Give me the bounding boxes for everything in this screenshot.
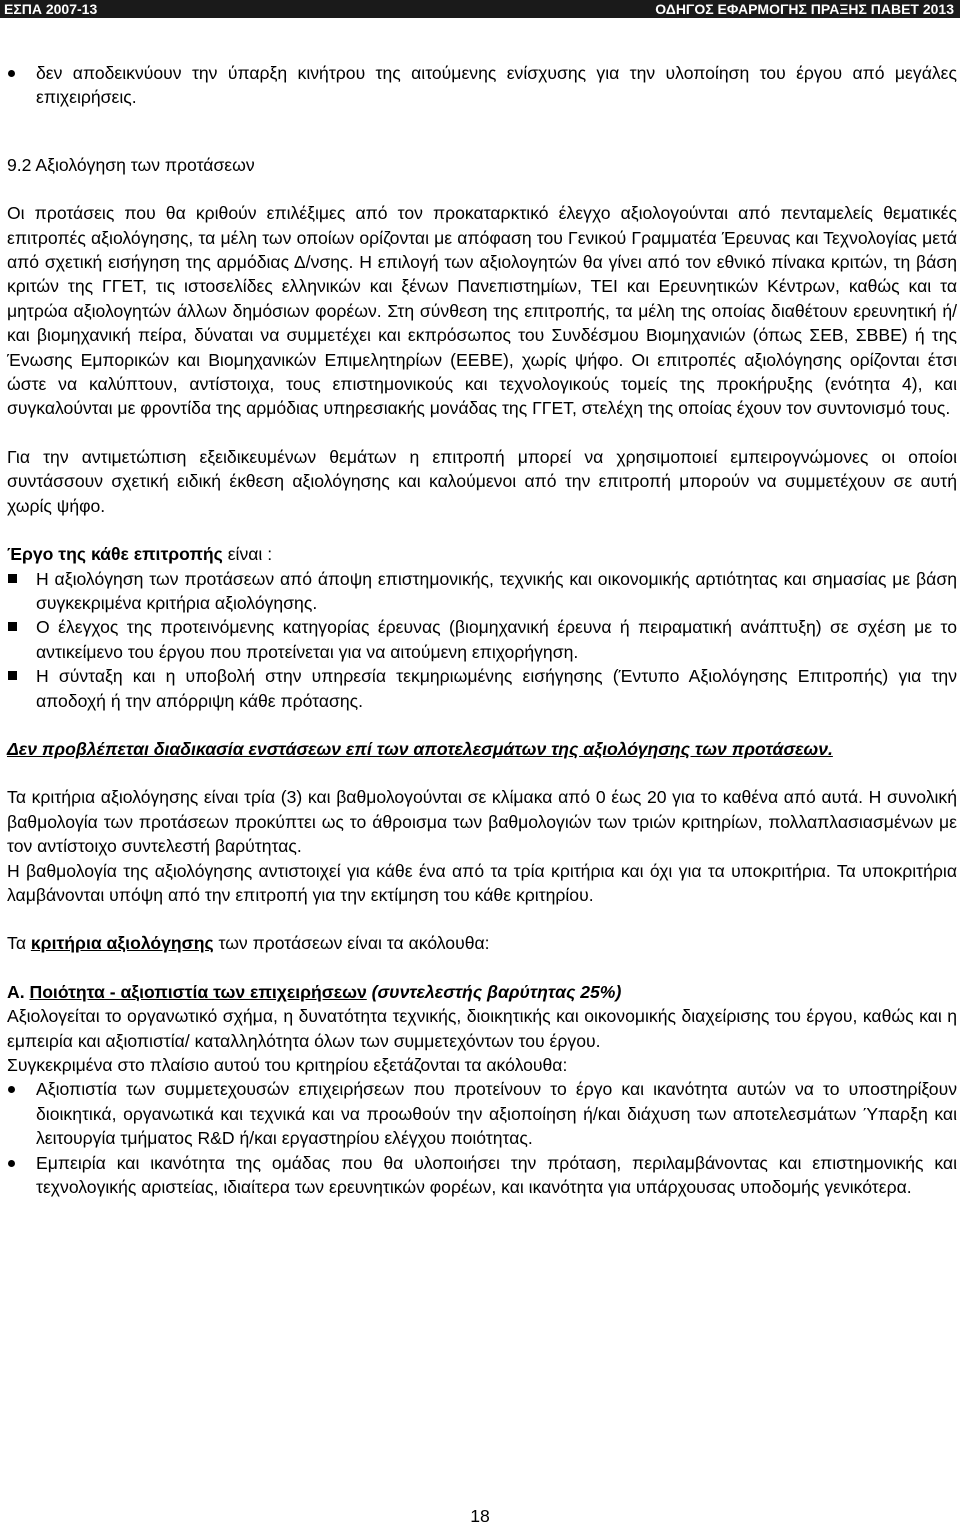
committee-list xyxy=(7,567,957,713)
list-item: δεν αποδεικνύουν την ύπαρξη κινήτρου της αιτούμενης ενίσχυσης για την υλοποίηση του έργου από μεγάλες επιχειρήσεις. xyxy=(7,61,957,110)
square-bullet-icon xyxy=(8,671,17,680)
header-right: ΟΔΗΓΟΣ ΕΦΑΡΜΟΓΗΣ ΠΡΑΞΗΣ ΠΑΒΕΤ 2013 xyxy=(655,1,954,17)
square-bullet-icon xyxy=(8,574,17,583)
square-bullet-icon xyxy=(8,622,17,631)
bullet-icon xyxy=(8,1086,15,1093)
paragraph: Αξιολογείται το οργανωτικό σχήμα, η δυνατότητα τεχνικής, διοικητικής και οικονομικής διαχείρισης του έργου, καθώς και η εμπειρία και αξιοπιστία/ καταλληλότητα όλων των συμμετεχόντων του έργου. xyxy=(7,1006,957,1051)
paragraph: Τα κριτήρια αξιολόγησης είναι τρία (3) και βαθμολογούνται σε κλίμακα από 0 έως 20 για το καθένα από αυτά. Η συνολική βαθμολογία των προτάσεων προκύπτει ως το άθροισμα των βαθμολογιών των τριών κριτηρίων, πολλαπλασιασμένων με τον αντίστοιχο συντελεστή βαρύτητας. xyxy=(7,787,957,857)
page-number: 18 xyxy=(470,1506,490,1526)
bullet-icon xyxy=(8,1160,15,1167)
criterion-a-list xyxy=(7,1077,957,1199)
section-title: 9.2 Αξιολόγηση των προτάσεων xyxy=(7,154,255,175)
committee-heading-bold: Έργο της κάθε επιτροπής xyxy=(7,544,223,565)
criteria-intro: Τα κριτήρια αξιολόγησης των προτάσεων είναι τα ακόλουθα: xyxy=(7,933,490,954)
document-body xyxy=(7,61,957,1199)
intro-list xyxy=(7,61,957,110)
no-objection-notice: Δεν προβλέπεται διαδικασία ενστάσεων επί των αποτελεσμάτων της αξιολόγησης των προτάσεων. xyxy=(7,738,833,759)
list-item: Εμπειρία και ικανότητα της ομάδας που θα υλοποιήσει την πρόταση, περιλαμβάνοντας και επιστημονικής και τεχνολογικής αριστείας, ιδιαίτερα των ερευνητικών φορέων, και ικανότητα για υπάρχουσας υποδομής γενικότερα. xyxy=(7,1151,957,1200)
bullet-icon xyxy=(8,70,15,77)
paragraph: Για την αντιμετώπιση εξειδικευμένων θεμάτων η επιτροπή μπορεί να χρησιμοποιεί εμπειρογνώμονες οι οποίοι συντάσσουν σχετική ειδική έκθεση αξιολόγησης και καλούμενοι από την επιτροπή μπορούν να συμμετέχουν σε αυτή χωρίς ψήφο. xyxy=(7,446,957,516)
header-left: ΕΣΠΑ 2007-13 xyxy=(4,1,98,17)
list-item: Η σύνταξη και η υποβολή στην υπηρεσία τεκμηριωμένης εισήγησης (Έντυπο Αξιολόγησης Επιτροπής) για την αποδοχή ή την απόρριψη κάθε πρότασης. xyxy=(7,664,957,713)
committee-heading: Έργο της κάθε επιτροπής είναι : xyxy=(7,544,273,565)
list-item: Αξιοπιστία των συμμετεχουσών επιχειρήσεων που προτείνουν το έργο και ικανότητα αυτών να το υποστηρίξουν διοικητικά, οργανωτικά και τεχνικά και να προωθούν την αξιοποίηση ή/και διάχυση των αποτελεσμάτων Ύπαρξη και λειτουργία τμήματος R&D ή/και εργαστηρίου ελέγχου ποιότητας. xyxy=(7,1077,957,1150)
page-header xyxy=(0,0,960,18)
list-item: Ο έλεγχος της προτεινόμενης κατηγορίας έρευνας (βιομηχανική έρευνα ή πειραματική ανάπτυξη) σε σχέση με το αντικείμενο του έργου που προτείνεται για να αιτούμενη επιχορήγηση. xyxy=(7,615,957,664)
list-item: Η αξιολόγηση των προτάσεων από άποψη επιστημονικής, τεχνικής και οικονομικής αρτιότητας και σημασίας με βάση συγκεκριμένα κριτήρια αξιολόγησης. xyxy=(7,567,957,616)
criterion-a-heading: Α. Ποιότητα - αξιοπιστία των επιχειρήσεων (συντελεστής βαρύτητας 25%) xyxy=(7,981,622,1002)
paragraph: Συγκεκριμένα στο πλαίσιο αυτού του κριτηρίου εξετάζονται τα ακόλουθα: xyxy=(7,1055,568,1075)
paragraph: Η βαθμολογία της αξιολόγησης αντιστοιχεί για κάθε ένα από τα τρία κριτήρια και όχι για τα υποκριτήρια. Τα υποκριτήρια λαμβάνονται υπόψη από την επιτροπή για την εκτίμηση του κάθε κριτηρίου. xyxy=(7,860,957,905)
paragraph: Οι προτάσεις που θα κριθούν επιλέξιμες από τον προκαταρκτικό έλεγχο αξιολογούνται από πενταμελείς θεματικές επιτροπές αξιολόγησης, τα μέλη των οποίων ορίζονται με απόφαση του Γενικού Γραμματέα Έρευνας και Τεχνολογίας μετά από σχετική εισήγηση της αρμόδιας Δ/νσης. Η επιλογή των αξιολογητών θα γίνει από τον εθνικό πίνακα κριτών, τη βάση κριτών της ΓΓΕΤ, τις ιστοσελίδες ελληνικών και ξένων Πανεπιστημίων, ΤΕΙ και Ερευνητικών Κέντρων, καθώς και τα μητρώα αξιολογητών άλλων δημόσιων φορέων. Στη σύνθεση της επιτροπής, τα μέλη της οποίας διαθέτουν ερευνητική ή/και βιομηχανική πείρα, δύναται να συμμετέχει και εκπρόσωπος του Συνδέσμου Βιομηχανιών (όπως ΣΕΒ, ΣΒΒΕ) ή της Ένωσης Εμπορικών και Βιομηχανικών Επιμελητηρίων (ΕΕΒΕ), χωρίς ψήφο. Οι επιτροπές αξιολόγησης ορίζονται έτσι ώστε να καλύπτουν, αντίστοιχα, τους επιστημονικούς και τεχνολογικούς τομείς της προκήρυξης (ενότητα 4), και συγκαλούνται με φροντίδα της αρμόδιας υπηρεσιακής μονάδας της ΓΓΕΤ, στελέχη της οποίας έχουν τον συντονισμό τους. xyxy=(7,203,957,419)
